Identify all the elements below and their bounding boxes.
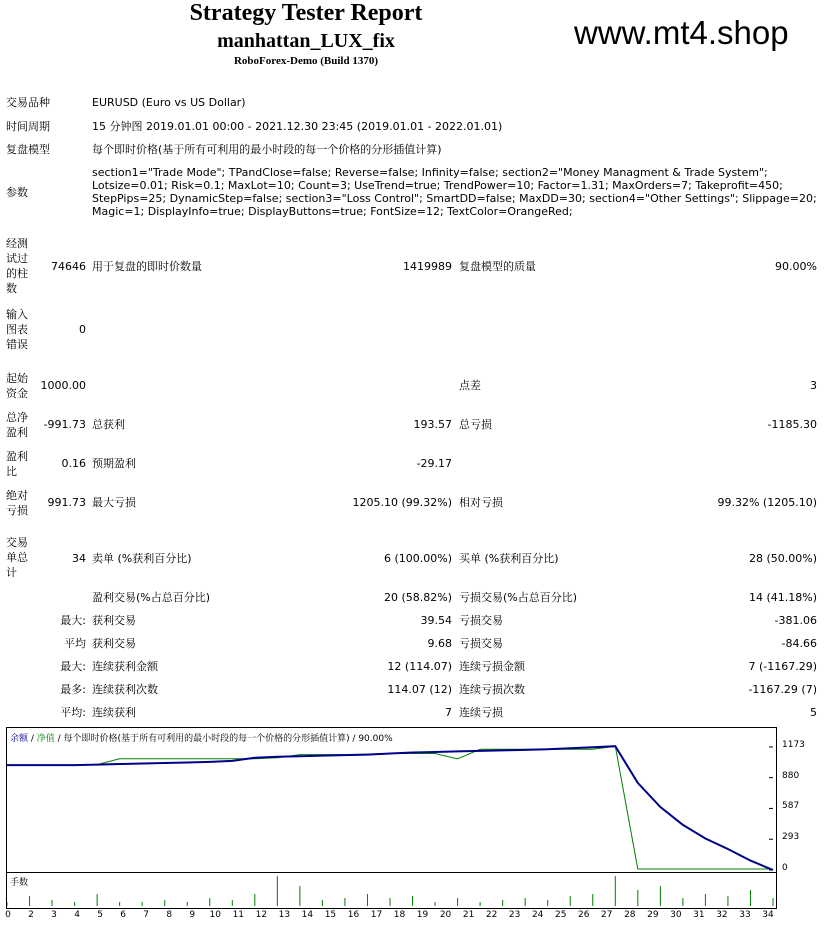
- avg-profit-value: 9.68: [427, 637, 452, 650]
- x-tick-label: 28: [624, 910, 636, 920]
- legend-rest: / 每个即时价格(基于所有可利用的最小时段的每一个价格的分形插值计算) / 90.00%: [54, 734, 393, 744]
- largest-profit-label: 获利交易: [92, 614, 136, 627]
- x-tick-label: 20: [439, 910, 452, 920]
- model-value: 每个即时价格(基于所有可利用的最小时段的每一个价格的分形插值计算): [92, 143, 442, 156]
- lots-chart: [6, 873, 777, 909]
- legend-equity: 净值: [36, 734, 55, 744]
- x-tick-label: 22: [485, 910, 498, 920]
- x-tick-label: 4: [74, 910, 80, 920]
- x-tick-label: 0: [5, 910, 11, 920]
- max-cons-win-label: 连续获利金额: [92, 660, 158, 673]
- x-tick-label: 25: [554, 910, 567, 920]
- bars-value: 74646: [51, 260, 86, 273]
- gross-loss-label: 总亏损: [459, 418, 492, 431]
- largest-loss-value: -381.06: [774, 614, 817, 627]
- most-cons-win-value: 114.07 (12): [387, 683, 452, 696]
- y-tick-label: 880: [782, 770, 800, 781]
- x-tick-label: 13: [278, 910, 291, 920]
- average2-label: 平均:: [60, 706, 86, 719]
- max-drawdown-label: 最大亏损: [92, 496, 136, 509]
- balance-chart-svg: [7, 728, 776, 872]
- x-tick-label: 15: [324, 910, 337, 920]
- spread-value: 3: [810, 379, 817, 392]
- long-positions-label: 买单 (%获利百分比): [459, 552, 559, 565]
- y-tick-label: 0: [782, 863, 788, 873]
- x-tick-label: 5: [97, 910, 103, 920]
- x-tick-label: 12: [255, 910, 268, 920]
- largest-label: 最大:: [60, 614, 86, 627]
- x-tick-label: 16: [347, 910, 360, 920]
- expected-payoff-label: 预期盈利: [92, 457, 136, 470]
- symbol-value: EURUSD (Euro vs US Dollar): [92, 96, 246, 109]
- balance-chart: [6, 727, 777, 873]
- most-label: 最多:: [60, 683, 86, 696]
- x-tick-label: 27: [601, 910, 613, 920]
- y-tick-label: 587: [782, 801, 800, 812]
- bars-label: 经测试过的柱数: [6, 237, 28, 295]
- profit-trades-label: 盈利交易(%占总百分比): [92, 591, 211, 604]
- avg-loss-label: 亏损交易: [459, 637, 503, 650]
- most-cons-loss-value: -1167.29 (7): [748, 683, 817, 696]
- short-positions-value: 6 (100.00%): [383, 552, 452, 565]
- x-tick-label: 34: [762, 910, 774, 920]
- net-profit-value: -991.73: [43, 418, 86, 431]
- avg-profit-label: 获利交易: [92, 637, 136, 650]
- short-positions-label: 卖单 (%获利百分比): [92, 552, 192, 565]
- chart-legend: 余额 / 净值 / 每个即时价格(基于所有可利用的最小时段的每一个价格的分形插值计算) / 90.00%: [10, 734, 393, 744]
- params-value: section1="Trade Mode"; TPandClose=false; Reverse=false; Infinity=false; section2="Money Managment & Trade System"; Lotsize=0.01; Risk=0.1; MaxLot=10; Count=3; UseTrend=true; TrendPower=10; Factor=1.31; MaxOrders=7; Takeprofit=450; StepPips=25; DynamicStep=false; section3="Loss Control"; SmartDD=false; MaxDD=30; section4="Other Settings"; Slippage=20; Magic=1; DisplayInfo=true; DisplayButtons=true; FontSize=12; TextColor=OrangeRed;: [92, 166, 817, 218]
- params-label: 参数: [6, 186, 28, 199]
- lots-label: 手数: [10, 878, 29, 888]
- x-tick-label: 23: [508, 910, 521, 920]
- ticks-label: 用于复盘的即时价数量: [92, 260, 202, 273]
- server-name: RoboForex-Demo (Build 1370): [233, 55, 378, 67]
- x-tick-label: 6: [120, 910, 126, 920]
- quality-label: 复盘模型的质量: [459, 260, 536, 273]
- avg-cons-win-value: 7: [445, 706, 452, 719]
- deposit-value: 1000.00: [40, 379, 86, 392]
- symbol-label: 交易品种: [6, 96, 50, 109]
- total-trades-label: 交易单总计: [6, 536, 28, 579]
- maximum-label: 最大:: [60, 660, 86, 673]
- avg-cons-loss-value: 5: [810, 706, 817, 719]
- max-cons-loss-label: 连续亏损金额: [459, 660, 525, 673]
- errors-label: 输入图表错误: [6, 308, 28, 351]
- avg-loss-value: -84.66: [781, 637, 817, 650]
- max-cons-win-value: 12 (114.07): [387, 660, 452, 673]
- profit-trades-value: 20 (58.82%): [383, 591, 452, 604]
- max-drawdown-value: 1205.10 (99.32%): [352, 496, 452, 509]
- x-tick-label: 29: [647, 910, 659, 920]
- x-tick-label: 31: [693, 910, 705, 920]
- ea-name: manhattan_LUX_fix: [217, 30, 395, 52]
- lots-chart-svg: [7, 873, 776, 908]
- x-tick-label: 17: [370, 910, 383, 920]
- period-label: 时间周期: [6, 120, 50, 133]
- largest-loss-label: 亏损交易: [459, 614, 503, 627]
- expected-payoff-value: -29.17: [416, 457, 452, 470]
- total-trades-value: 34: [72, 552, 86, 565]
- report-title: Strategy Tester Report: [189, 0, 423, 26]
- x-tick-label: 21: [462, 910, 475, 920]
- loss-trades-label: 亏损交易(%占总百分比): [459, 591, 578, 604]
- balance-series-line: [7, 746, 773, 870]
- quality-value: 90.00%: [775, 260, 817, 273]
- average-label: 平均: [64, 637, 86, 650]
- x-tick-label: 32: [716, 910, 728, 920]
- x-tick-label: 11: [232, 910, 245, 920]
- gross-loss-value: -1185.30: [767, 418, 817, 431]
- profit-factor-label: 盈利比: [6, 450, 28, 478]
- x-tick-label: 7: [143, 910, 150, 920]
- net-profit-label: 总净盈利: [6, 411, 28, 439]
- long-positions-value: 28 (50.00%): [748, 552, 817, 565]
- x-tick-label: 19: [416, 910, 429, 920]
- x-tick-label: 26: [578, 910, 590, 920]
- avg-cons-win-label: 连续获利: [92, 706, 136, 719]
- deposit-label: 起始资金: [6, 372, 28, 400]
- x-tick-label: 9: [189, 910, 196, 920]
- gross-profit-label: 总获利: [92, 418, 125, 431]
- x-tick-label: 24: [531, 910, 544, 920]
- x-tick-label: 2: [28, 910, 34, 920]
- x-tick-label: 18: [393, 910, 406, 920]
- x-tick-label: 14: [301, 910, 314, 920]
- x-tick-label: 33: [739, 910, 751, 920]
- legend-balance: 余额: [10, 734, 29, 744]
- avg-cons-loss-label: 连续亏损: [459, 706, 503, 719]
- watermark: www.mt4.shop: [574, 14, 789, 51]
- model-label: 复盘模型: [6, 143, 50, 156]
- y-tick-label: 293: [782, 832, 800, 843]
- x-tick-label: 10: [209, 910, 221, 920]
- spread-label: 点差: [459, 379, 481, 392]
- x-tick-label: 8: [166, 910, 173, 920]
- x-tick-label: 3: [51, 910, 57, 920]
- abs-drawdown-label: 绝对亏损: [6, 489, 28, 517]
- rel-drawdown-value: 99.32% (1205.10): [717, 496, 817, 509]
- y-tick-label: 1173: [782, 739, 805, 750]
- gross-profit-value: 193.57: [413, 418, 452, 431]
- largest-profit-value: 39.54: [420, 614, 452, 627]
- rel-drawdown-label: 相对亏损: [459, 496, 503, 509]
- profit-factor-value: 0.16: [61, 457, 86, 470]
- most-cons-loss-label: 连续亏损次数: [459, 683, 525, 696]
- loss-trades-value: 14 (41.18%): [748, 591, 817, 604]
- errors-value: 0: [79, 323, 86, 336]
- x-tick-label: 30: [670, 910, 682, 920]
- max-cons-loss-value: 7 (-1167.29): [748, 660, 817, 673]
- ticks-value: 1419989: [403, 260, 452, 273]
- most-cons-win-label: 连续获利次数: [92, 683, 158, 696]
- period-value: 15 分钟图 2019.01.01 00:00 - 2021.12.30 23:45 (2019.01.01 - 2022.01.01): [92, 120, 503, 133]
- abs-drawdown-value: 991.73: [47, 496, 86, 509]
